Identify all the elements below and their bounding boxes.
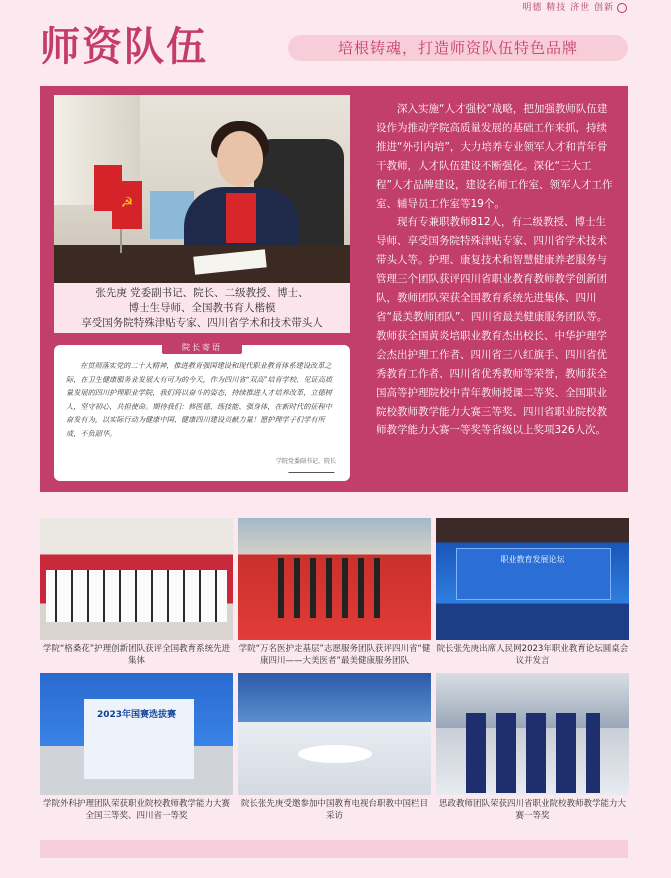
caption-line: 博士生导师、全国教书育人楷模 (128, 302, 276, 314)
gallery-photo (40, 673, 233, 795)
gallery-photo (238, 518, 431, 640)
gallery-caption: 学院“万名医护走基层”志愿服务团队获评四川省“健康四川——大美医者”最美健康服务团队 (238, 644, 431, 666)
gallery-caption: 院长张先庚出席人民网2023年职业教育论坛圆桌会议并发言 (436, 644, 629, 666)
gallery-photo (436, 518, 629, 640)
gallery-photo (436, 673, 629, 795)
letter-tag: 院长寄语 (162, 341, 242, 354)
president-caption (54, 283, 350, 333)
intro-text (376, 100, 614, 440)
gallery-caption: 学院外科护理团队荣获职业院校教师教学能力大赛全国三等奖、四川省一等奖 (42, 799, 230, 821)
president-photo (54, 95, 350, 283)
gallery-photo (238, 673, 431, 795)
gallery-item (238, 518, 431, 667)
circle-icon (617, 3, 627, 13)
gallery-item (436, 518, 629, 667)
letter-text: 在贯彻落实党的二十大精神，推进教育强国建设和现代职业教育体系建设改革之际，在卫生健康服务业发展大有可为的今天，作为四川省“双高”培育学校、见证高质量发展的四川护理职业学院，我们将以奋斗的姿态，持续推进人才培养改革，立德树人，坚守初心，共担使命。期待我们：修医德、练技能、强身体，在新时代的征程中奋发有为，以实际行动为健康中国、健康四川建设贡献力量！愿护理学子们学有所成，不负韶华。 (66, 361, 333, 438)
gallery-photo (40, 518, 233, 640)
intro-paragraph: 深入实施“人才强校”战略，把加强教师队伍建设作为推动学院高质量发展的基础工作来抓，持续推进“外引内培”，大力培养专业领军人才和青年骨干教师，人才队伍建设不断强化。深化“三大工程”人才品牌建设，建设名师工作室、领军人才工作室、辅导员工作室等19个。 (376, 103, 613, 210)
gallery-item (40, 518, 233, 667)
screen-text: 职业教育发展论坛 (500, 555, 565, 564)
letter-signature-title: 学院党委副书记、院长 (275, 458, 336, 465)
page-title: 师资队伍 (40, 23, 208, 70)
top-motto: 明德 精技 济世 创新 (522, 0, 627, 13)
caption-line: 张先庚 党委副书记、院长、二级教授、博士、 (95, 287, 309, 299)
party-flag-icon: ☭ (112, 181, 142, 229)
gallery-caption: 思政教师团队荣获四川省职业院校教师教学能力大赛一等奖 (438, 799, 626, 821)
intro-paragraph: 现有专兼职教师812人，有二级教授、博士生导师、享受国务院特殊津贴专家、四川省学术技术带头人等。护理、康复技术和智慧健康养老服务与管理三个团队获评四川省职业教育教师教学创新团队，教师团队荣获全国教育系统先进集体、四川省“最美教师团队”、四川省最美健康服务团队等。教师获全国黄炎培职业教育杰出校长、中华护理学会杰出护理工作者、四川省三八红旗手、四川省优秀教育工作者、四川省优秀教师等荣誉，教师获全国高等护理院校中青年教师授课二等奖、全国职业院校教师教学能力大赛三等奖、四川省职业院校教师教学能力大赛一等奖等省级以上奖项326人次。 (376, 216, 608, 437)
slogan-banner: 培根铸魂，打造师资队伍特色品牌 (288, 35, 628, 61)
faculty-section (40, 86, 628, 492)
board-text: 2023年国赛选拔赛 (96, 710, 177, 720)
president-letter (54, 345, 350, 481)
caption-line: 享受国务院特殊津贴专家、四川省学术和技术带头人 (81, 317, 323, 329)
signature (288, 450, 341, 473)
gallery-item (40, 673, 233, 822)
gallery-caption: 院长张先庚受邀参加中国教育电视台职教中国栏目采访 (240, 799, 428, 821)
footer-bar (40, 840, 628, 858)
gallery-item (436, 673, 629, 822)
gallery-item (238, 673, 431, 822)
gallery-caption: 学院“格桑花”护理创新团队获评全国教育系统先进集体 (42, 644, 231, 666)
